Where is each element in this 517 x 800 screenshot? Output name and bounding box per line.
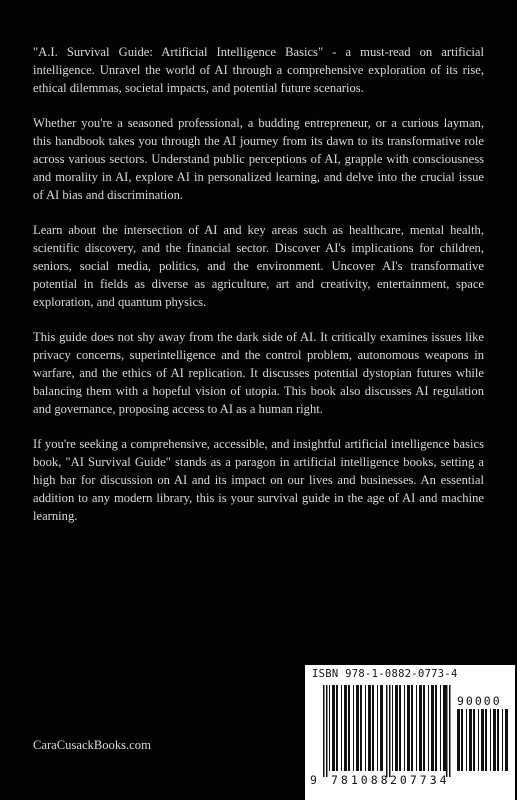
barcode-bar xyxy=(416,685,417,771)
barcode-bar xyxy=(481,709,484,771)
barcode-guard-bar xyxy=(449,685,451,777)
barcode-guard-bar xyxy=(389,685,391,777)
barcode-guard-bar xyxy=(323,685,325,777)
barcode-guard-bar xyxy=(326,685,328,777)
barcode-bar xyxy=(490,709,491,771)
barcode-bar xyxy=(428,685,429,771)
barcode-bar xyxy=(435,685,437,771)
barcode-bar xyxy=(365,685,366,771)
barcode-bar xyxy=(485,709,487,771)
price-code-digits: 90000 xyxy=(457,694,502,708)
barcode-left-digits: 781088 xyxy=(331,773,391,787)
barcode-bar xyxy=(341,685,342,771)
blurb-paragraph-4: This guide does not shy away from the dark side of AI. It critically examines issues like privacy concerns, superintelligence and the control problem, autonomous weapons in warfare, and the ethics of AI replication. It discusses potential dystopian futures while balancing them with a hopeful vision of utopia. This book also discusses AI regulation and governance, proposing access to AI as a human right. xyxy=(33,330,484,416)
barcode-bar xyxy=(344,685,347,771)
barcode-bar xyxy=(332,685,335,771)
barcode-bar xyxy=(336,685,338,771)
barcode-guard-bar xyxy=(386,685,388,777)
barcode-bar xyxy=(469,709,472,771)
barcode-bar xyxy=(478,709,479,771)
barcode-bar xyxy=(423,685,425,771)
barcode-bar xyxy=(380,685,383,771)
blurb-paragraph-5: If you're seeking a comprehensive, accessible, and insightful artificial intelligence basics book, "AI Survival Guide" stands as a paragon in artificial intelligence books, setting a high bar for discussion on AI and its impact on our lives and businesses. An essential addition to any modern library, this is your survival guide in the age of AI and machine learning. xyxy=(33,437,484,523)
blurb-paragraph-3: Learn about the intersection of AI and key areas such as healthcare, mental health, scientific discovery, and the financial sector. Discover AI's implications for children, seniors, social media, politics, and the environment. Uncover AI's transformative potential in fields as diverse as agriculture, art and creativity, entertainment, space exploration, and quantum physics. xyxy=(33,223,484,309)
barcode-bar xyxy=(353,685,354,771)
barcode-bar xyxy=(392,685,393,771)
isbn-barcode-block xyxy=(305,665,515,800)
barcode-bar xyxy=(502,709,503,771)
barcode-bar xyxy=(466,709,467,771)
barcode-bar xyxy=(372,685,374,771)
barcode-bar xyxy=(440,685,441,771)
barcode-guard-bar xyxy=(446,685,448,777)
barcode-bar xyxy=(473,709,475,771)
barcode-lead-digit: 9 xyxy=(310,773,317,787)
blurb-paragraph-2: Whether you're a seasoned professional, a budding entrepreneur, or a curious layman, this handbook takes you through the AI journey from its dawn to its transformative role across various sectors. Understand public perceptions of AI, grapple with consciousness and morality in AI, explore AI in personalized learning, and delve into the crucial issue of AI bias and discrimination. xyxy=(33,116,484,202)
barcode-bar xyxy=(505,709,508,771)
barcode-bar xyxy=(329,685,330,771)
barcode-bar xyxy=(368,685,371,771)
barcode-bar xyxy=(407,685,410,771)
blurb-paragraph-1: "A.I. Survival Guide: Artificial Intelligence Basics" - a must-read on artificial intelligence. Unravel the world of AI through a comprehensive exploration of its rise, ethical dilemmas, societal impacts, and potential future scenarios. xyxy=(33,45,484,95)
barcode-bar xyxy=(411,685,413,771)
barcode-bar xyxy=(419,685,422,771)
barcode-bar xyxy=(395,685,398,771)
barcode-bar xyxy=(497,709,499,771)
barcode-bar xyxy=(360,685,362,771)
barcode-bar xyxy=(356,685,359,771)
barcode-bar xyxy=(457,709,460,771)
barcode-right-digits: 207734 xyxy=(390,773,450,787)
barcode-bar xyxy=(431,685,434,771)
isbn-label: ISBN 978-1-0882-0773-4 xyxy=(312,668,458,680)
barcode-bar xyxy=(399,685,401,771)
barcode-bar xyxy=(404,685,405,771)
publisher-website: CaraCusackBooks.com xyxy=(33,738,151,752)
barcode-bar xyxy=(348,685,350,771)
barcode-bar xyxy=(493,709,496,771)
barcode-bar xyxy=(461,709,463,771)
barcode-bar xyxy=(377,685,378,771)
barcode-bar xyxy=(443,685,446,771)
blurb-text xyxy=(33,44,484,543)
